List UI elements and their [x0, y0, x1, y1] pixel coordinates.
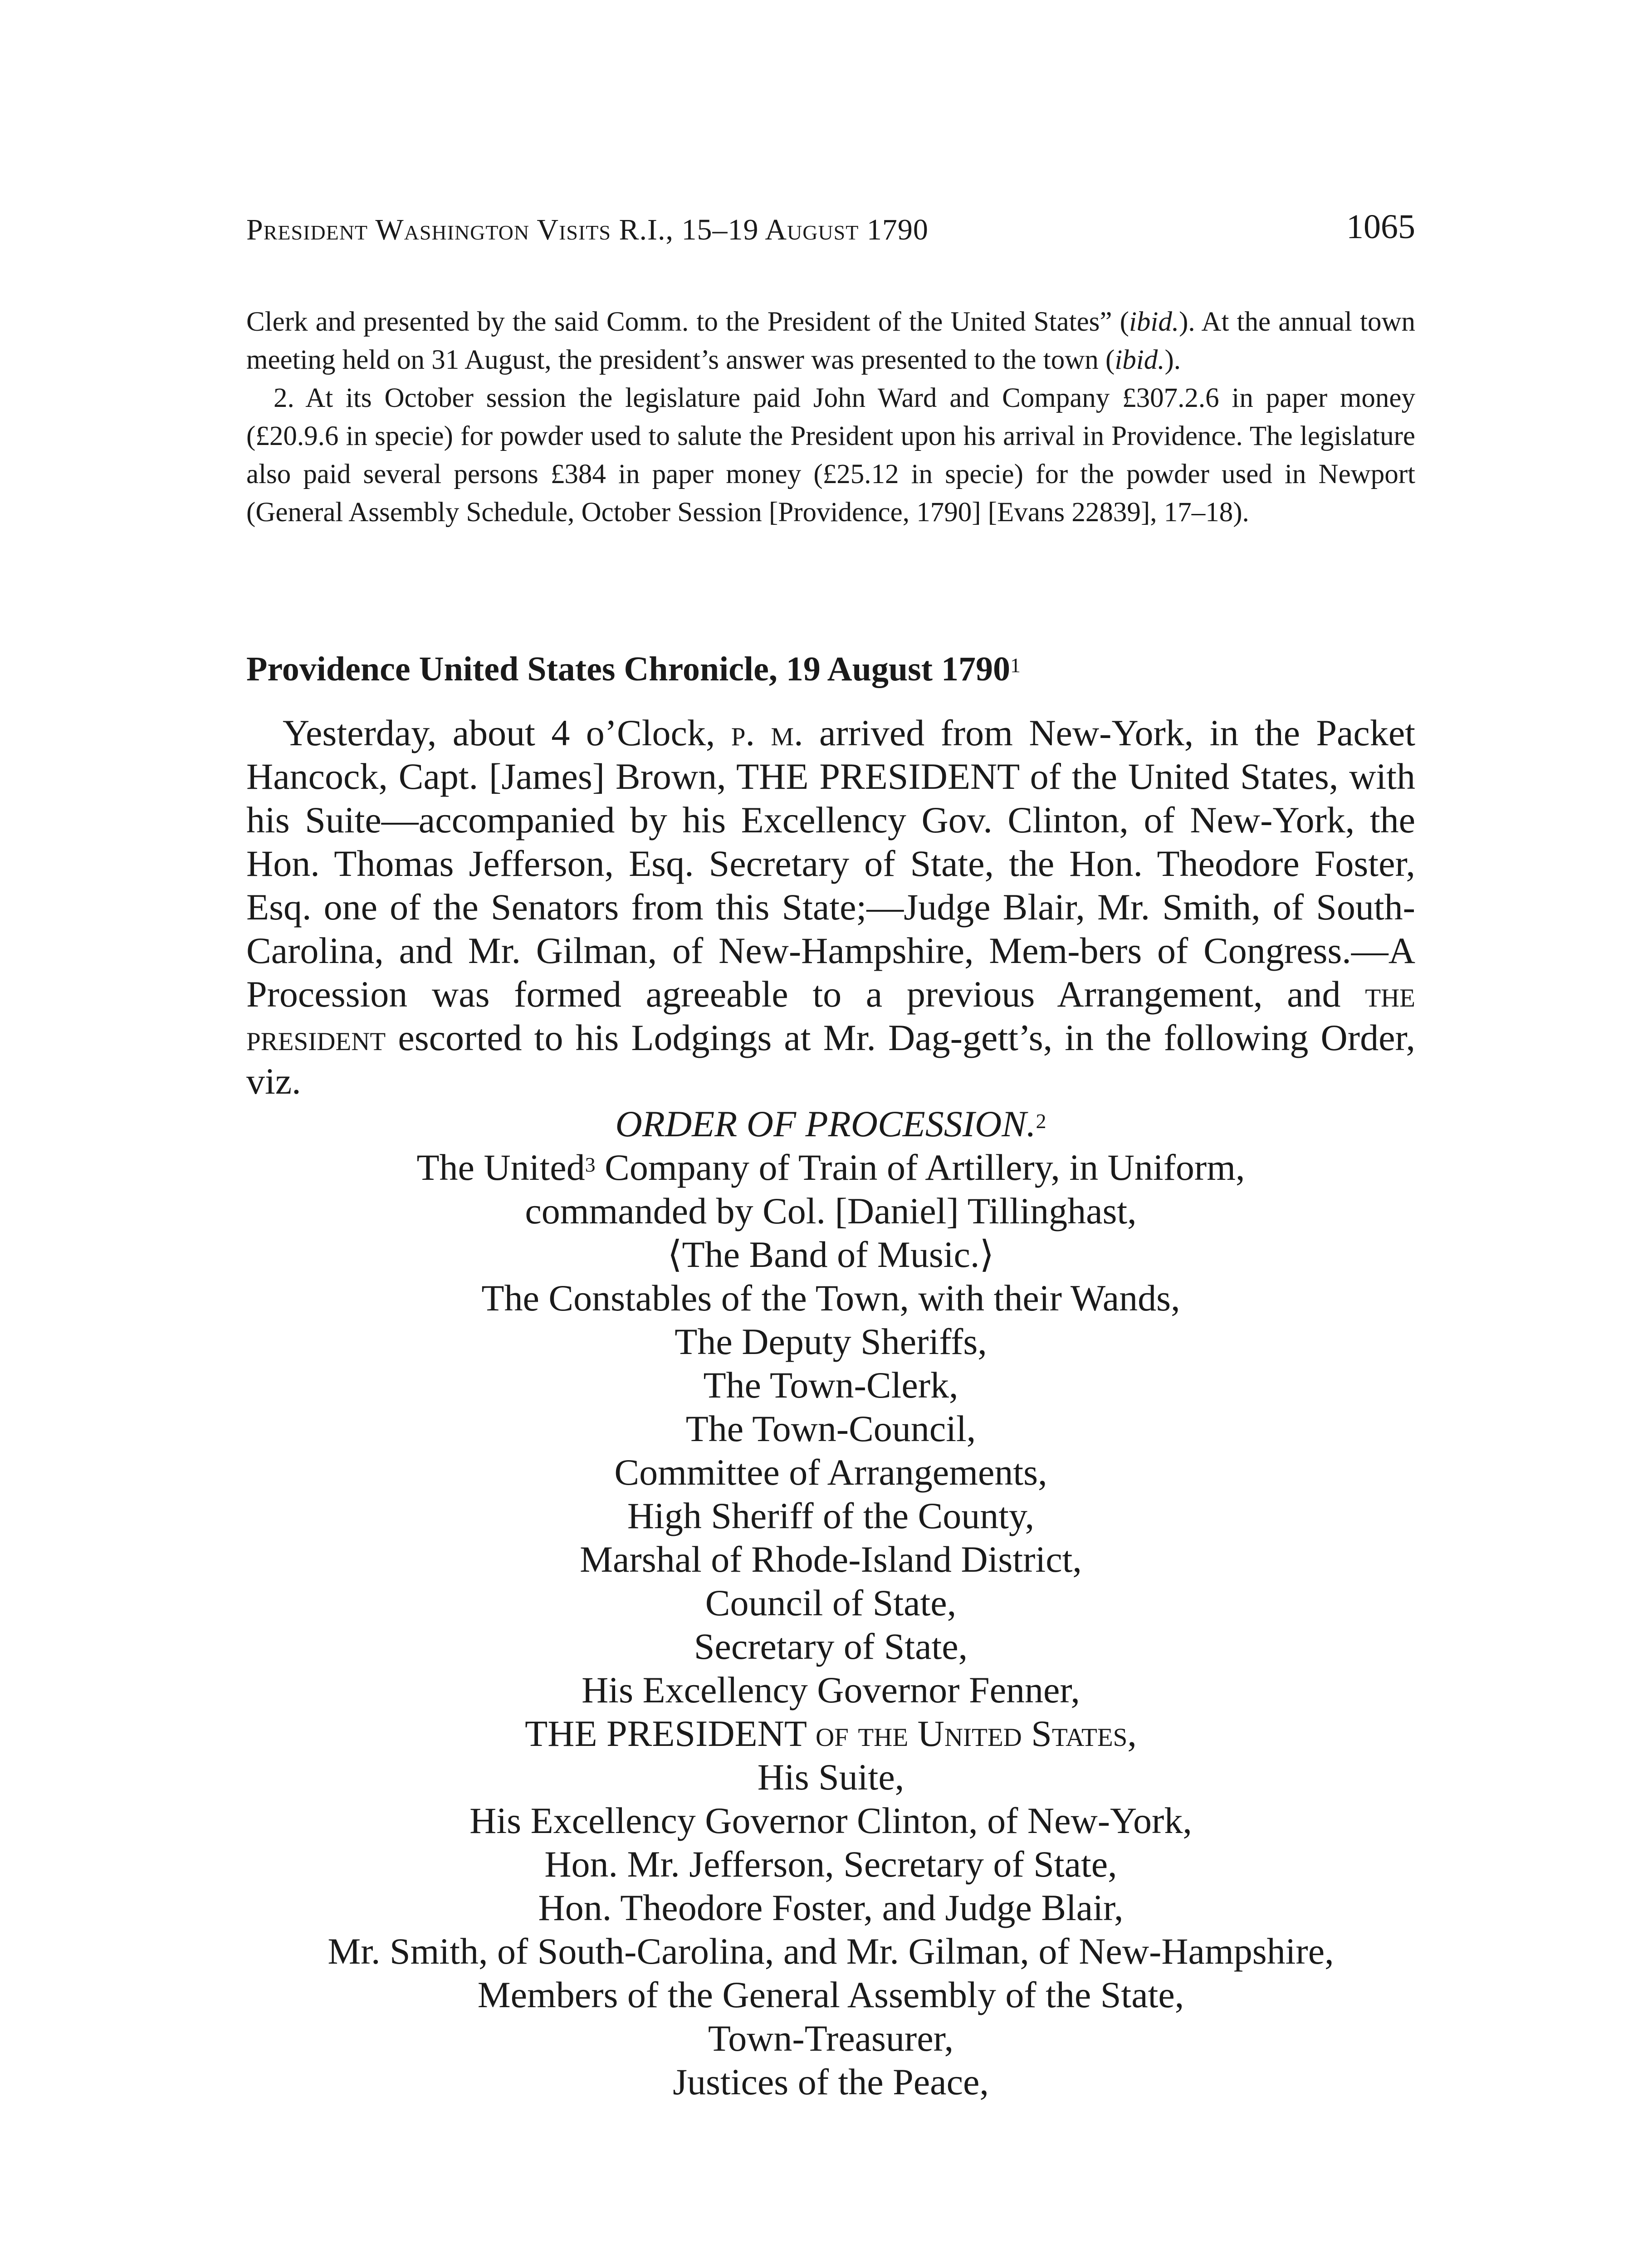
procession-line: Hon. Mr. Jefferson, Secretary of State, — [544, 1843, 1117, 1885]
procession-line: Mr. Smith, of South-Carolina, and Mr. Gilman, of New-Hampshire, — [328, 1931, 1334, 1972]
footnote-ref-3: 3 — [585, 1153, 596, 1176]
procession-line: His Suite, — [757, 1756, 905, 1798]
procession-line: Secretary of State, — [694, 1626, 968, 1667]
footnote-ref-1: 1 — [1010, 654, 1021, 677]
procession-line: Committee of Arrangements, — [614, 1452, 1047, 1493]
procession-line: Town-Treasurer, — [708, 2018, 954, 2059]
procession-line: Members of the General Assembly of the State, — [477, 1974, 1184, 2015]
footnote-ref-2: 2 — [1036, 1110, 1046, 1133]
procession-line: Council of State, — [705, 1582, 957, 1623]
procession-line-president: THE PRESIDENT of the United States, — [525, 1713, 1137, 1754]
procession-title: ORDER OF PROCESSION.$^2$ — [615, 1103, 1046, 1144]
article-paragraph: Yesterday, about 4 o’Clock, p. m. arrived from New-York, in the Packet Hancock, Capt. [James] Brown, THE PRESIDENT of the United States, with his Suite—accompanied by his Excellency Gov. Clinton, of New-York, the Hon. Thomas Jefferson, Esq. Secretary of State, the Hon. Theodore Foster, Esq. one of the Senators from this State;—Judge Blair, Mr. Smith, of South-Carolina, and Mr. Gilman, of New-Hampshire, Mem-bers of Congress.—A Procession was formed agreeable to a previous Arrangement, and the president escorted to his Lodgings at Mr. Dag-gett’s, in the following Order, viz. — [246, 712, 1415, 1102]
page-number: 1065 — [1346, 208, 1415, 246]
procession-line: The Constables of the Town, with their Wands, — [481, 1277, 1180, 1319]
procession-line: ⟨The Band of Music.⟩ — [667, 1234, 994, 1275]
procession-line: Hon. Theodore Foster, and Judge Blair, — [538, 1887, 1124, 1928]
footnotes-continued — [246, 303, 1415, 532]
order-of-procession — [246, 1102, 1415, 2104]
running-head: President Washington Visits R.I., 15–19 August 1790 — [246, 213, 929, 246]
note-2: 2. At its October session the legislature paid John Ward and Company £307.2.6 in paper money (£20.9.6 in specie) for powder used to salute the President upon his arrival in Providence. The legislature also paid several persons £384 in paper money (£25.12 in specie) for the powder used in Newport (General Assembly Schedule, October Session [Providence, 1790] [Evans 22839], 17–18). — [246, 383, 1415, 528]
procession-line: His Excellency Governor Clinton, of New-York, — [469, 1800, 1192, 1841]
procession-line: The United$^3$ Company of Train of Artillery, in Uniform, — [416, 1147, 1245, 1188]
procession-line: His Excellency Governor Fenner, — [582, 1669, 1080, 1711]
procession-line: High Sheriff of the County, — [627, 1495, 1035, 1536]
procession-line: The Deputy Sheriffs, — [675, 1321, 987, 1362]
procession-line: Marshal of Rhode-Island District, — [580, 1539, 1082, 1580]
procession-line: commanded by Col. [Daniel] Tillinghast, — [525, 1190, 1137, 1232]
procession-line: The Town-Clerk, — [703, 1364, 958, 1406]
procession-line: The Town-Council, — [685, 1408, 976, 1449]
article-body — [246, 711, 1415, 1103]
note-1-continuation: Clerk and presented by the said Comm. to the President of the United States” (ibid.). At the annual town meeting held on 31 August, the president’s answer was presented to the town (ibid.). — [246, 307, 1415, 375]
section-heading: Providence United States Chronicle, 19 August 1790$^1$ — [246, 650, 1021, 688]
procession-line: Justices of the Peace, — [673, 2061, 989, 2102]
